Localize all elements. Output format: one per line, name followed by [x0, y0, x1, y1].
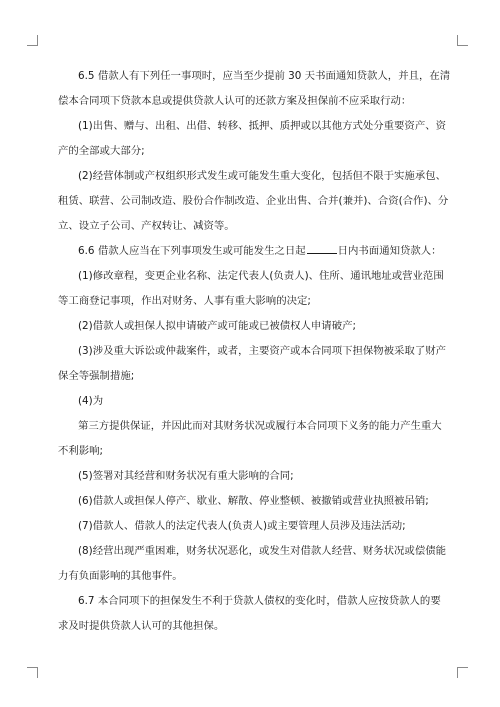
crop-mark-top-right: [457, 35, 468, 46]
clause-6-5-line-2: 偿本合同项下贷款本息或提供贷款人认可的还款方案及担保前不应采取行动：: [58, 95, 412, 107]
clause-6-6-item-2-line-1: (2)借款人或担保人拟申请破产或可能或已被债权人申请破产;: [78, 320, 356, 332]
clause-6-6-line-1: [58, 239, 444, 264]
clause-6-6-item-4-line-3: 不利影响;: [58, 445, 104, 457]
crop-mark-bottom-left: [27, 667, 38, 678]
clause-6-7-line-1: 6.7 本合同项下的担保发生不利于贷款人债权的变化时，借款人应按贷款人的要: [78, 595, 441, 607]
clause-6-6-text-after-blank: 日内书面通知贷款人：: [337, 245, 442, 257]
clause-6-5-item-1-line-1: (1)出售、赠与、出租、出借、转移、抵押、质押或以其他方式处分重要资产、资: [78, 120, 446, 132]
clause-6-6-item-3-line-1: (3)涉及重大诉讼或仲裁案件，或者，主要资产或本合同项下担保物被采取了财产: [78, 345, 446, 357]
clause-6-6-item-8-line-2: 力有负面影响的其他事件。: [58, 570, 183, 582]
clause-6-6-item-4-line-1: (4)为: [78, 395, 104, 407]
clause-6-5-item-2-line-3: 立、设立子公司、产权转让、减资等。: [58, 220, 235, 232]
crop-mark-bottom-right: [457, 667, 468, 678]
clause-6-6-item-7-line-1: (7)借款人、借款人的法定代表人(负责人)或主要管理人员涉及违法活动;: [78, 520, 406, 532]
clause-6-5-item-1-line-2: 产的全部或大部分;: [58, 145, 145, 157]
document-body: [58, 64, 451, 639]
clause-6-5-item-2-line-2: 租赁、联营、公司制改造、股份合作制改造、企业出售、合并(兼并)、合资(合作)、分: [58, 195, 449, 207]
clause-6-6-text-before-blank: 6.6 借款人应当在下列事项发生或可能发生之日起: [78, 245, 306, 257]
clause-6-5-item-2-line-1: (2)经营体制或产权组织形式发生或可能发生重大变化，包括但不限于实施承包、: [78, 170, 446, 182]
crop-mark-top-left: [27, 35, 38, 46]
clause-6-7-line-2: 求及时提供贷款人认可的其他担保。: [58, 620, 225, 632]
clause-6-6-item-6-line-1: (6)借款人或担保人停产、歇业、解散、停业整顿、被撤销或营业执照被吊销;: [78, 495, 429, 507]
clause-6-6-item-8-line-1: (8)经营出现严重困难，财务状况恶化，或发生对借款人经营、财务状况或偿债能: [78, 545, 446, 557]
clause-6-6-item-3-line-2: 保全等强制措施;: [58, 370, 135, 382]
clause-6-6-item-1-line-1: (1)修改章程，变更企业名称、法定代表人(负责人)、住所、通讯地址或营业范围: [78, 270, 444, 282]
clause-6-6-item-1-line-2: 等工商登记事项，作出对财务、人事有重大影响的决定;: [58, 295, 311, 307]
clause-6-5-line-1: 6.5 借款人有下列任一事项时，应当至少提前 30 天书面通知贷款人，并且，在清: [78, 70, 451, 82]
clause-6-6-item-4-line-2: 第三方提供保证，并因此而对其财务状况或履行本合同项下义务的能力产生重大: [78, 420, 442, 432]
clause-6-6-item-5-line-1: (5)签署对其经营和财务状况有重大影响的合同;: [78, 470, 294, 482]
days-blank-field: [307, 241, 337, 254]
